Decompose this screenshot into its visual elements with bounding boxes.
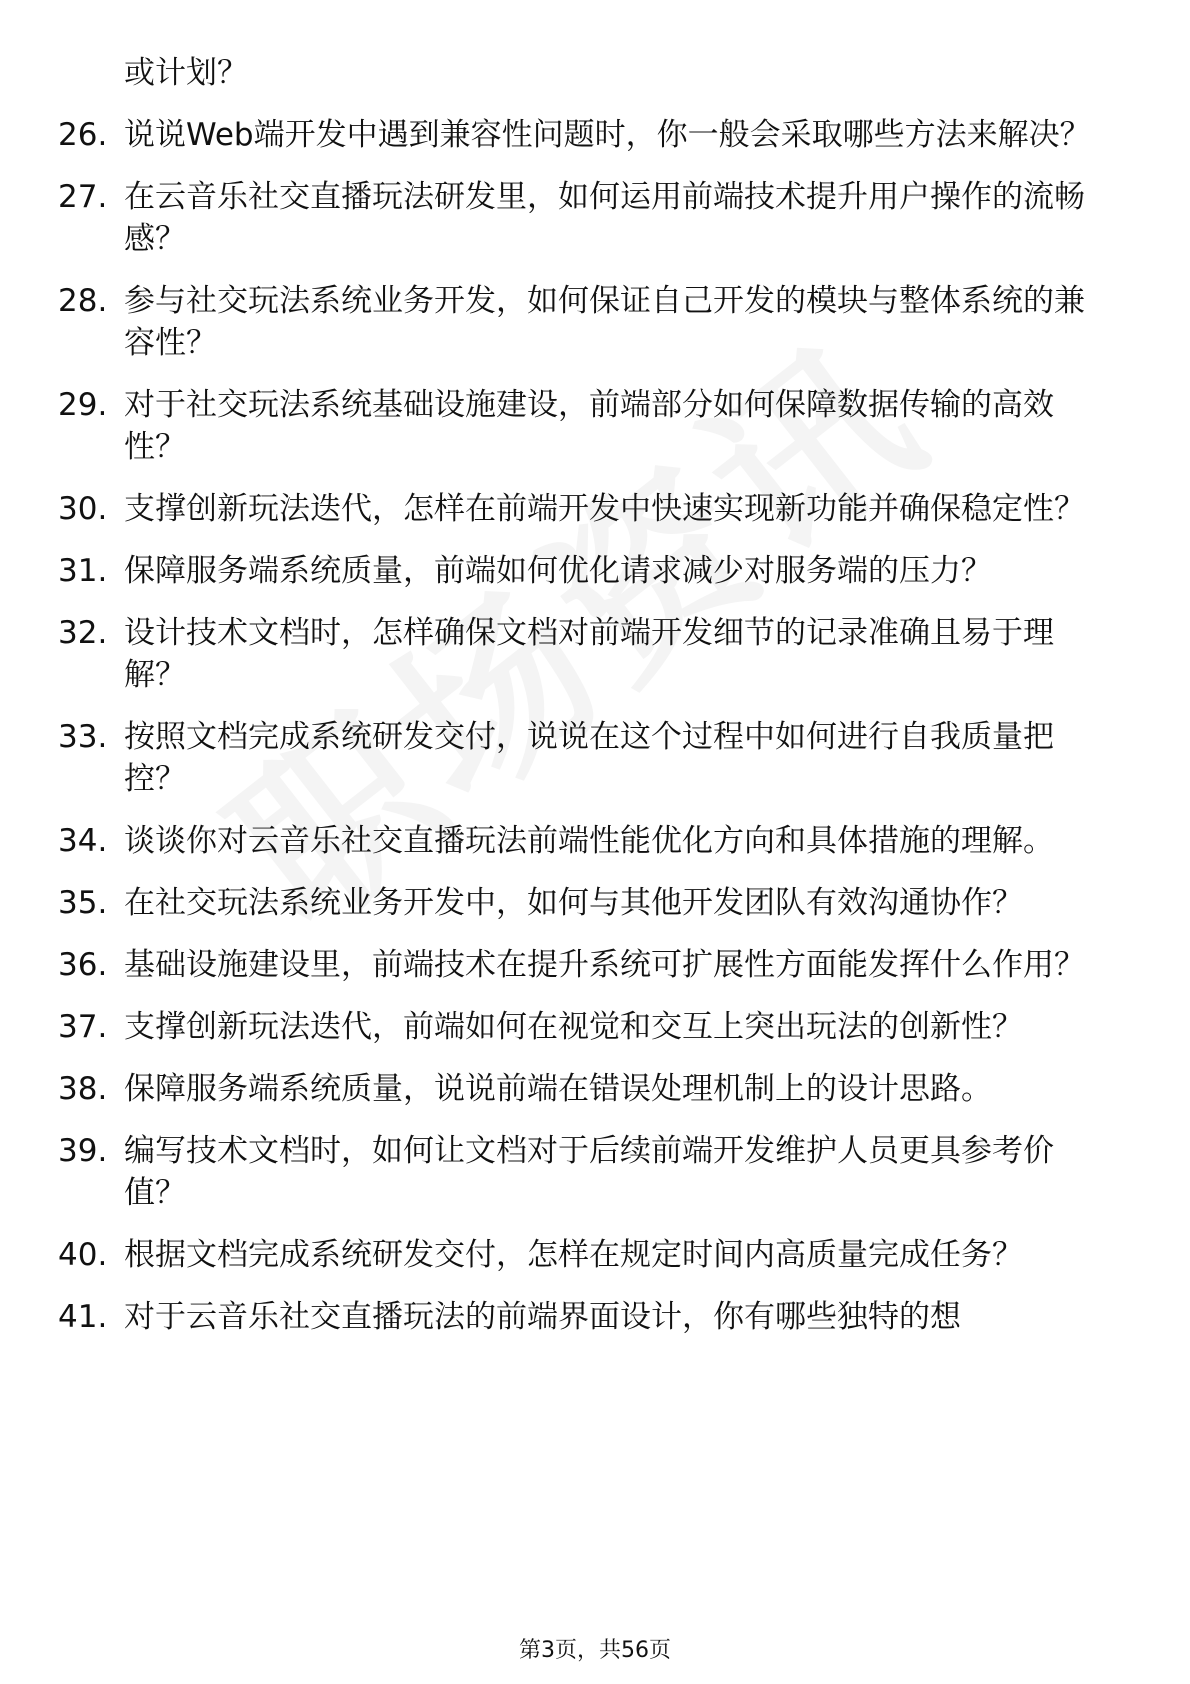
question-text: 编写技术文档时，如何让文档对于后续前端开发维护人员更具参考价值？ (124, 1133, 1054, 1211)
question-item (0, 820, 1190, 862)
question-number: 41. (58, 1299, 108, 1335)
question-text: 在云音乐社交直播玩法研发里，如何运用前端技术提升用户操作的流畅感？ (124, 179, 1085, 257)
question-number: 28. (58, 283, 108, 319)
question-number: 37. (58, 1009, 108, 1045)
question-text: 对于社交玩法系统基础设施建设，前端部分如何保障数据传输的高效性？ (124, 387, 1054, 465)
question-item (0, 280, 1190, 364)
page-footer: 第3页，共56页 (519, 1638, 671, 1663)
question-text: 说说Web端开发中遇到兼容性问题时，你一般会采取哪些方法来解决？ (124, 117, 1091, 153)
question-text: 对于云音乐社交直播玩法的前端界面设计，你有哪些独特的想 (124, 1299, 961, 1335)
question-number: 38. (58, 1071, 108, 1107)
continued-text: 或计划？ (124, 55, 248, 91)
question-text: 支撑创新玩法迭代，怎样在前端开发中快速实现新功能并确保稳定性？ (124, 491, 1085, 527)
question-text: 设计技术文档时，怎样确保文档对前端开发细节的记录准确且易于理解？ (124, 615, 1054, 693)
question-text: 支撑创新玩法迭代，前端如何在视觉和交互上突出玩法的创新性？ (124, 1009, 1023, 1045)
question-number: 30. (58, 491, 108, 527)
question-number: 26. (58, 117, 108, 153)
question-number: 39. (58, 1133, 108, 1169)
question-text: 谈谈你对云音乐社交直播玩法前端性能优化方向和具体措施的理解。 (124, 823, 1054, 859)
question-item (0, 716, 1190, 800)
question-item (0, 114, 1190, 156)
question-item (0, 1234, 1190, 1276)
question-text: 按照文档完成系统研发交付，说说在这个过程中如何进行自我质量把控？ (124, 719, 1054, 797)
question-number: 33. (58, 719, 108, 755)
question-text: 保障服务端系统质量，前端如何优化请求减少对服务端的压力？ (124, 553, 992, 589)
continued-item (0, 52, 1190, 94)
question-item (0, 1296, 1190, 1338)
question-text: 基础设施建设里，前端技术在提升系统可扩展性方面能发挥什么作用？ (124, 947, 1085, 983)
question-item (0, 550, 1190, 592)
question-item (0, 944, 1190, 986)
question-item (0, 1006, 1190, 1048)
question-item (0, 1130, 1190, 1214)
question-item (0, 1068, 1190, 1110)
question-number: 29. (58, 387, 108, 423)
question-number: 31. (58, 553, 108, 589)
question-item (0, 882, 1190, 924)
question-item (0, 612, 1190, 696)
question-text: 保障服务端系统质量，说说前端在错误处理机制上的设计思路。 (124, 1071, 992, 1107)
question-item (0, 384, 1190, 468)
question-number: 27. (58, 179, 108, 215)
question-number: 35. (58, 885, 108, 921)
question-item (0, 176, 1190, 260)
question-list (0, 52, 1190, 1358)
question-number: 36. (58, 947, 108, 983)
question-number: 32. (58, 615, 108, 651)
question-text: 根据文档完成系统研发交付，怎样在规定时间内高质量完成任务？ (124, 1237, 1023, 1273)
question-text: 在社交玩法系统业务开发中，如何与其他开发团队有效沟通协作？ (124, 885, 1023, 921)
question-number: 40. (58, 1237, 108, 1273)
question-item (0, 488, 1190, 530)
question-text: 参与社交玩法系统业务开发，如何保证自己开发的模块与整体系统的兼容性？ (124, 283, 1085, 361)
question-number: 34. (58, 823, 108, 859)
